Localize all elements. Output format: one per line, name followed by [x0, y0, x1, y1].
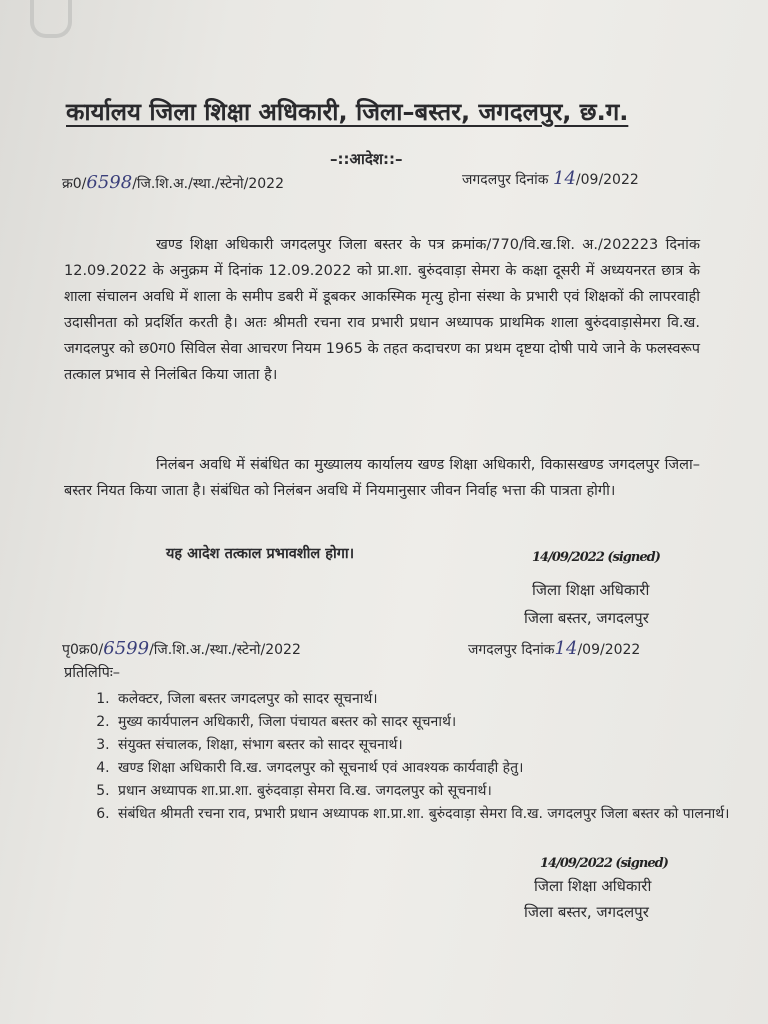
- copy-list-item: 2. मुख्य कार्यपालन अधिकारी, जिला पंचायत बस्तर को सादर सूचनार्थ।: [114, 711, 764, 734]
- signature-1-designation: जिला शिक्षा अधिकारी: [532, 581, 650, 599]
- paragraph-2: [64, 452, 700, 504]
- signature-1-mark: 14/09/2022 (signed): [532, 550, 660, 565]
- copy-label: प्रतिलिपिः–: [64, 665, 121, 681]
- order-date-prefix: जगदलपुर दिनांक: [462, 172, 549, 188]
- order-date: [462, 168, 639, 189]
- copy-reference: [62, 638, 301, 659]
- order-title: –::आदेश::–: [330, 150, 403, 168]
- copy-list-item: 6. संबंधित श्रीमती रचना राव, प्रभारी प्रधान अध्यापक शा.प्रा.शा. बुरुंदवाड़ा सेमरा वि.ख. जगदलपुर जिला बस्तर को पालनार्थ।: [114, 803, 764, 826]
- copy-date-suffix: /09/2022: [577, 642, 641, 658]
- copy-list: [64, 688, 764, 826]
- order-ref-number: 6598: [86, 172, 133, 193]
- copy-ref-number: 6599: [103, 638, 150, 659]
- copy-date: [468, 638, 640, 659]
- order-reference: [62, 172, 284, 193]
- paragraph-1-text: खण्ड शिक्षा अधिकारी जगदलपुर जिला बस्तर के पत्र क्रमांक/770/वि.ख.शि. अ./202223 दिनांक 12.09.2022 के अनुक्रम में दिनांक 12.09.2022 को प्रा.शा. बुरुंदवाड़ा सेमरा के कक्षा दूसरी में अध्ययनरत छात्र के शाला संचालन अवधि में शाला के समीप डबरी में डूबकर आकस्मिक मृत्यु होना संस्था के प्रभारी एवं शिक्षकों की लापरवाही उदासीनता को प्रदर्शित करती है। अतः श्रीमती रचना राव प्रभारी प्रधान अध्यापक प्राथमिक शाला बुरुंदवाड़ासेमरा वि.ख. जगदलपुर को छ0ग0 सिविल सेवा आचरण नियम 1965 के तहत कदाचरण का प्रथम दृष्टया दोषी पाये जाने के फलस्वरूप तत्काल प्रभाव से निलंबित किया जाता है।: [64, 237, 700, 383]
- signature-1-location: जिला बस्तर, जगदलपुर: [524, 609, 649, 627]
- copy-list-item: 4. खण्ड शिक्षा अधिकारी वि.ख. जगदलपुर को सूचनार्थ एवं आवश्यक कार्यवाही हेतु।: [114, 757, 764, 780]
- copy-list-item: 3. संयुक्त संचालक, शिक्षा, संभाग बस्तर को सादर सूचनार्थ।: [114, 734, 764, 757]
- copy-ref-prefix: पृ0क्र0/: [62, 642, 104, 658]
- paragraph-1: [64, 232, 700, 388]
- paragraph-2-text: निलंबन अवधि में संबंधित का मुख्यालय कार्यालय खण्ड शिक्षा अधिकारी, विकासखण्ड जगदलपुर जिला–बस्तर नियत किया जाता है। संबंधित को निलंबन अवधि में नियमानुसार जीवन निर्वाह भत्ता की पात्रता होगी।: [64, 457, 700, 499]
- copy-date-day: 14: [554, 638, 578, 659]
- effective-note: यह आदेश तत्काल प्रभावशील होगा।: [166, 546, 355, 562]
- signature-1: [532, 542, 660, 566]
- office-heading: कार्यालय जिला शिक्षा अधिकारी, जिला–बस्तर, जगदलपुर, छ.ग.: [66, 98, 629, 126]
- signature-2-mark: 14/09/2022 (signed): [540, 856, 668, 871]
- copy-list-item: 1. कलेक्टर, जिला बस्तर जगदलपुर को सादर सूचनार्थ।: [114, 688, 764, 711]
- paper-clip-mark: [30, 0, 72, 38]
- order-ref-suffix: /जि.शि.अ./स्था./स्टेनो/2022: [132, 176, 284, 192]
- signature-2-location: जिला बस्तर, जगदलपुर: [524, 903, 649, 921]
- order-ref-prefix: क्र0/: [62, 176, 87, 192]
- copy-ref-suffix: /जि.शि.अ./स्था./स्टेनो/2022: [149, 642, 301, 658]
- copy-date-prefix: जगदलपुर दिनांक: [468, 642, 555, 658]
- signature-2: [540, 848, 668, 872]
- order-date-suffix: /09/2022: [575, 172, 639, 188]
- copy-list-item: 5. प्रधान अध्यापक शा.प्रा.शा. बुरुंदवाड़ा सेमरा वि.ख. जगदलपुर को सूचनार्थ।: [114, 780, 764, 803]
- order-date-day: 14: [553, 168, 576, 189]
- signature-2-designation: जिला शिक्षा अधिकारी: [534, 877, 652, 895]
